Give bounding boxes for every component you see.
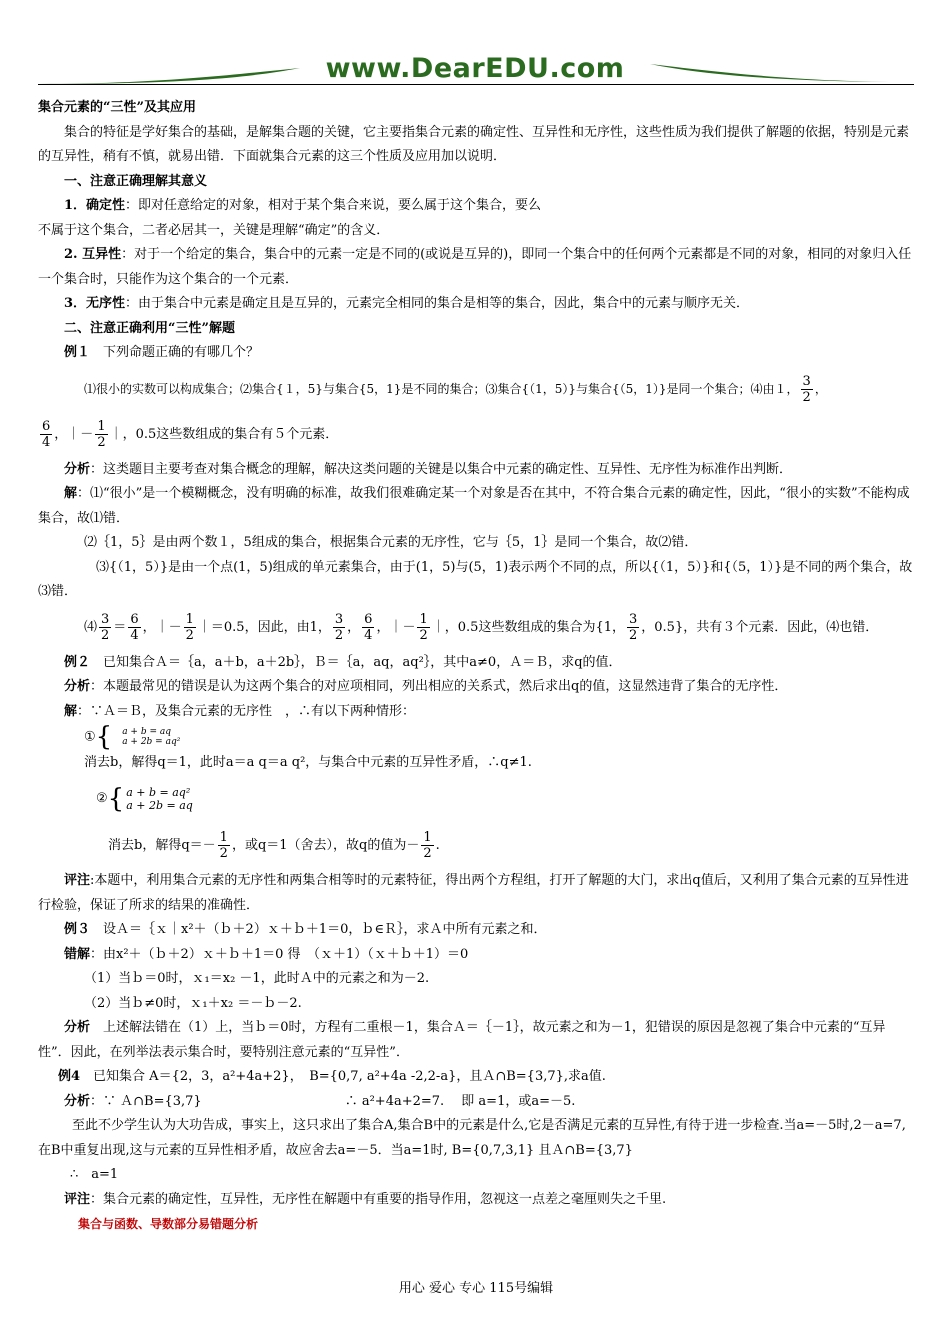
site-banner (38, 54, 914, 88)
solution-2: 解：∵Ａ＝Ｂ，及集合元素的无序性 ，∴有以下两种情形： (64, 703, 416, 719)
property-label: 3．无序性 (64, 296, 126, 311)
article (38, 96, 919, 1237)
analysis-1: 分析：这类题目主要考查对集合概念的理解，解决这类问题的关键是以集合中元素的确定性、互异性、无序性为标准作出判断． (64, 461, 793, 477)
wrong-solution-3: 错解：由x²＋（ｂ＋2）ｘ＋ｂ＋1＝0 得 （ｘ＋1）（ｘ＋ｂ＋1）＝0 (64, 946, 469, 962)
section-heading-2: 二、注意正确利用“三性”解题 (64, 320, 235, 336)
article-title: 集合元素的“三性”及其应用 (38, 100, 196, 115)
example-1-items-cont: $\frac{6}{4}$ ，｜－ $\frac{1}{2}$ ｜，0.5这些数组成的集合有５个元素． (42, 418, 339, 450)
property-determinacy (38, 194, 914, 219)
site-logo[interactable]: www.DearEDU.com (325, 53, 625, 84)
example-4-question: 例4 已知集合 A＝{2，3，a²+4a+2}， B={0,7, a²+4a -2,2-a}，且Ａ∩B={3,7},求a值. (58, 1069, 606, 1084)
example-label: 例１ (64, 345, 91, 360)
example-1-question (38, 341, 914, 366)
page-footer: 用心 爱心 专心 115号编辑 (398, 1281, 554, 1296)
analysis-3: 分析 上述解法错在（1）上，当ｂ＝0时，方程有二重根－1，集合Ａ＝｛－1｝，故元素之和为－1，犯错误的原因是忽视了集合中元素的“互异性”．因此，在列举法表示集合时，要特别注意元素的“互异性”． (38, 1020, 886, 1060)
solution-1b: ⑵｛1，5｝是由两个数１，5组成的集合，根据集合元素的无序性，它与｛5，1｝是同一个集合，故⑵错． (84, 535, 698, 550)
section-heading-1: 一、注意正确理解其意义 (64, 173, 208, 189)
example-4-answer: ∴ a=1 (70, 1167, 119, 1182)
property-text: ：对于一个给定的集合，集合中的元素一定是不同的(或说是互异的)，即同一个集合中的任何两个元素都是不同的对象，相同的对象归入任一个集合时，只能作为这个集合的一个元素． (38, 247, 912, 287)
property-text: ：由于集合中元素是确定且是互异的，元素完全相同的集合是相等的集合，因此，集合中的元素与顺序无关． (125, 296, 750, 311)
property-distinctness (38, 243, 914, 292)
fraction: $\frac{6}{4}$ (42, 418, 51, 450)
case-1-text: 消去b，解得q＝1，此时a＝a q＝a q²，与集合中元素的互异性矛盾，∴q≠1. (84, 754, 532, 770)
wrong-solution-3-case1: （1）当ｂ＝0时，ｘ₁＝x₂ －1，此时Ａ中的元素之和为－2. (84, 971, 430, 986)
case-2-system: ②{ a + b = aq² a + 2b = aq (96, 783, 193, 814)
items-text: ⑴很小的实数可以构成集合；⑵集合{１，5}与集合{5，1}是不同的集合；⑶集合{（1，5）}与集合{（5，1）}是同一个集合；⑷由１， (84, 381, 799, 396)
wrong-solution-3-case2: （2）当ｂ≠0时，ｘ₁＋x₂ ＝－ｂ－2. (84, 995, 302, 1011)
case-2-text: 消去b，解得q＝－ $\frac{1}{2}$ ，或q＝1（舍去），故q的值为－ $\frac{1}{2}$ . (108, 830, 440, 861)
fraction: $\frac{3}{2}$ (802, 373, 811, 405)
document-page (38, 0, 919, 1344)
example-3-question: 例３ 设Ａ＝｛ｘ｜x²＋（ｂ＋2）ｘ＋ｂ＋1＝0，ｂ∈Ｒ｝，求Ａ中所有元素之和． (64, 922, 547, 937)
solution-1c: ⑶{（1，5）}是由一个点(1，5)组成的单元素集合，由于(1，5)与(5，1)表示两个不同的点，所以{（1，5）}和{（5，1）}是不同的两个集合，故⑶错． (38, 559, 913, 599)
property-label: 2. 互异性 (64, 247, 122, 262)
property-label: 1．确定性 (64, 198, 126, 213)
example-text: 下列命题正确的有哪几个？ (90, 345, 260, 360)
solution-1a: 解：⑴“很小”是一个模糊概念，没有明确的标准，故我们很难确定某一个对象是否在其中，不符合集合元素的确定性，因此，“很小的实数”不能构成集合，故⑴错． (38, 486, 910, 526)
case-1-system: ①{ a + b = aq a + 2b = aq² (84, 722, 181, 752)
example-4-solution: 至此不少学生认为大功告成，事实上，这只求出了集合A,集合B中的元素是什么,它是否满足元素的互异性,有待于进一步检查.当a=－5时,2－a=7, 在B中重复出现,这与元素的互异性相矛盾，故应舍去a=－5．当a=1时, B={0,7,3,1} 且Ａ∩B={3,7} (38, 1118, 919, 1158)
items-tail: ，0.5这些数组成的集合有５个元素． (122, 426, 339, 442)
banner-rule (38, 84, 914, 85)
intro-paragraph: 集合的特征是学好集合的基础，是解集合题的关键，它主要指集合元素的确定性、互异性和无序性，这些性质为我们提供了解题的依据，特别是元素的互异性，稍有不慎，就易出错．下面就集合元素的这三个性质及应用加以说明． (38, 124, 910, 164)
review-2: 评注:本题中，利用集合元素的无序性和两集合相等时的元素特征，得出两个方程组，打开了解题的大门，求出q值后，又利用了集合元素的互异性进行检验，保证了所求的结果的准确性． (38, 873, 909, 913)
property-determinacy-cont: 不属于这个集合，二者必居其一，关键是理解“确定”的含义． (38, 222, 390, 238)
example-2-question: 例２ 已知集合Ａ＝｛a，a＋b，a＋2b｝，Ｂ＝｛a，aq，aq²｝，其中a≠0，Ａ＝Ｂ，求q的值． (64, 654, 622, 670)
next-section-heading: 集合与函数、导数部分易错题分析 (78, 1217, 259, 1231)
fraction: $\frac{1}{2}$ (97, 418, 106, 450)
analysis-4: 分析：∵ Ａ∩B={3,7} ∴ a²+4a+2=7. 即 a=1，或a=－5. (64, 1093, 576, 1109)
review-4: 评注：集合元素的确定性，互异性，无序性在解题中有重要的指导作用，忽视这一点差之毫厘则失之千里. (64, 1191, 667, 1207)
analysis-2: 分析：本题最常见的错误是认为这两个集合的对应项相同，列出相应的关系式，然后求出q的值，这显然违背了集合的无序性． (64, 679, 788, 694)
property-unordered (38, 292, 914, 317)
example-1-items: ⑴很小的实数可以构成集合；⑵集合{１，5}与集合{5，1}是不同的集合；⑶集合{（1，5）}与集合{（5，1）}是同一个集合；⑷由１， $\frac{3}{2}$ ， (84, 373, 827, 405)
property-text: ：即对任意给定的对象，相对于某个集合来说，要么属于这个集合，要么 (125, 198, 542, 213)
solution-1d: ⑷ $\frac{3}{2}$ ＝ $\frac{6}{4}$ ，｜－ $\frac{1}{2}$ ｜＝0.5，因此，由1， $\frac{3}{2}$ ， $\frac{6}{4}$ ，｜－ $\frac{1}{2}$ ｜，0.5这些数组成的集合为{1， $\frac{3}{2}$ ，0.5}，共有３个元素．因此，⑷也错． (84, 611, 879, 643)
